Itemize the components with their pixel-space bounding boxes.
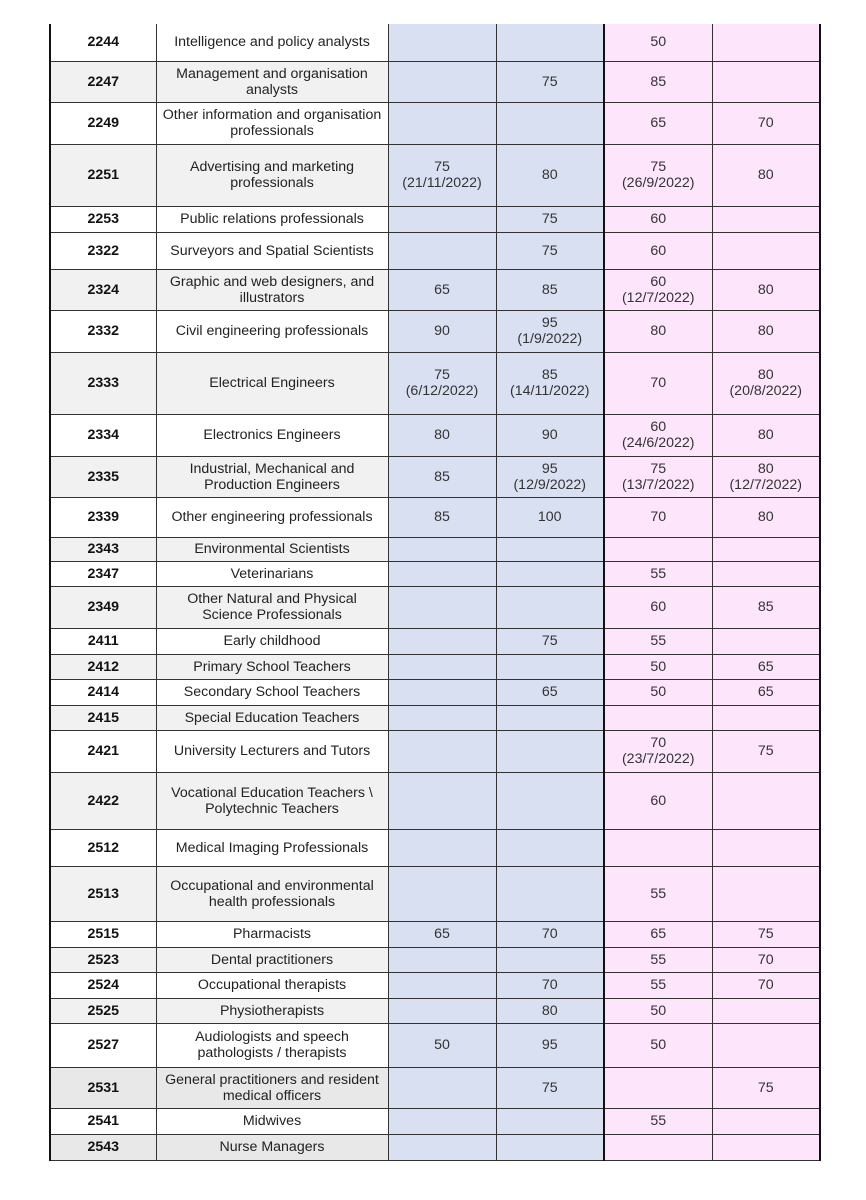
points-value: 75 [650,460,667,477]
points-value: 55 [650,977,667,993]
points-value: 90 [434,323,450,339]
points-value: 55 [650,565,667,582]
points-cell-2 [496,628,604,654]
points-date: (1/9/2022) [517,331,583,347]
points-cell-1 [388,1023,496,1067]
points-value: 60 [650,792,667,809]
points-cell-4 [712,654,820,679]
points-cell-2 [496,102,604,144]
points-cell-4 [712,998,820,1023]
points-value: 80 [757,427,774,443]
points-value: 60 [650,242,667,259]
points-cell-1 [388,628,496,654]
occupation-code: 2339 [50,497,156,537]
points-value: 80 [757,323,774,339]
points-cell-3 [604,232,712,269]
points-cell-4 [712,310,820,352]
occupation-code: 2347 [50,561,156,586]
points-cell-2 [496,206,604,232]
points-cell-4 [712,1067,820,1108]
table-row [50,1134,820,1160]
points-cell-4 [712,947,820,972]
points-value: 75 [757,926,774,942]
occupation-code: 2244 [50,24,156,61]
points-cell-2 [496,705,604,730]
points-cell-4 [712,1134,820,1160]
points-value: 75 [541,1079,558,1096]
occupation-title: Nurse Managers [156,1134,388,1160]
table-row [50,705,820,730]
occupation-title: Surveyors and Spatial Scientists [156,232,388,269]
occupation-title: Occupational therapists [156,972,388,998]
points-value: 60 [650,599,667,615]
table-row [50,921,820,947]
points-cell-4 [712,1108,820,1134]
points-cell-3 [604,866,712,921]
points-value: 50 [650,34,667,51]
points-value: 100 [537,509,562,525]
table-body [50,24,820,1160]
occupation-code: 2322 [50,232,156,269]
points-cell-2 [496,456,604,497]
occupation-code: 2333 [50,352,156,414]
points-cell-4 [712,679,820,705]
points-cell-1 [388,497,496,537]
points-cell-3 [604,628,712,654]
points-cell-3 [604,921,712,947]
points-cell-3 [604,772,712,829]
points-cell-1 [388,102,496,144]
points-value: 85 [541,367,558,383]
points-cell-2 [496,1134,604,1160]
points-value: 80 [434,427,450,443]
points-cell-2 [496,586,604,628]
occupation-code: 2414 [50,679,156,705]
points-cell-2 [496,947,604,972]
points-date: (14/11/2022) [510,383,590,399]
points-value: 70 [650,375,667,391]
points-cell-1 [388,232,496,269]
points-value: 75 [541,73,558,90]
occupation-title: Medical Imaging Professionals [156,829,388,866]
points-value: 60 [650,273,667,290]
points-date: (12/7/2022) [621,289,695,306]
occupation-title: Pharmacists [156,921,388,947]
table-row [50,998,820,1023]
occupation-code: 2253 [50,206,156,232]
points-cell-3 [604,998,712,1023]
occupation-code: 2515 [50,921,156,947]
points-cell-4 [712,1023,820,1067]
points-cell-2 [496,269,604,310]
points-value: 50 [650,1002,667,1019]
points-cell-3 [604,61,712,102]
points-cell-1 [388,24,496,61]
points-cell-3 [604,972,712,998]
points-value: 65 [541,684,558,700]
occupation-title: Secondary School Teachers [156,679,388,705]
table-row [50,537,820,561]
occupation-code: 2335 [50,456,156,497]
points-cell-1 [388,144,496,206]
points-value: 80 [650,323,667,339]
table-row [50,947,820,972]
points-value: 75 [434,367,450,383]
points-value: 75 [541,633,558,649]
points-cell-1 [388,456,496,497]
points-cell-1 [388,705,496,730]
occupation-code: 2324 [50,269,156,310]
points-cell-4 [712,772,820,829]
points-value: 85 [757,599,774,615]
points-cell-3 [604,654,712,679]
points-value: 65 [434,926,450,942]
points-cell-2 [496,866,604,921]
occupation-title: Other engineering professionals [156,497,388,537]
points-cell-4 [712,921,820,947]
occupation-title: Civil engineering professionals [156,310,388,352]
points-value: 75 [541,211,558,227]
points-cell-4 [712,497,820,537]
points-cell-4 [712,102,820,144]
occupation-title: Graphic and web designers, and illustrators [156,269,388,310]
points-value: 50 [650,1037,667,1053]
points-cell-2 [496,772,604,829]
points-cell-4 [712,866,820,921]
occupation-code: 2334 [50,414,156,456]
points-value: 55 [650,1113,667,1129]
occupation-code: 2251 [50,144,156,206]
points-cell-1 [388,772,496,829]
points-cell-1 [388,1134,496,1160]
occupation-title: Audiologists and speech pathologists / therapists [156,1023,388,1067]
table-row [50,206,820,232]
occupation-title: Electrical Engineers [156,352,388,414]
points-value: 95 [541,1037,558,1053]
points-value: 55 [650,951,667,968]
points-value: 65 [757,658,774,675]
points-cell-4 [712,628,820,654]
points-cell-4 [712,705,820,730]
table-row [50,61,820,102]
occupation-title: University Lecturers and Tutors [156,730,388,772]
points-value: 80 [757,167,774,183]
points-cell-2 [496,24,604,61]
occupation-code: 2543 [50,1134,156,1160]
points-cell-4 [712,537,820,561]
points-date: (24/6/2022) [621,435,695,451]
points-cell-4 [712,352,820,414]
points-value: 65 [434,281,450,298]
points-cell-2 [496,1023,604,1067]
points-value: 70 [541,926,558,942]
points-value: 65 [650,115,667,131]
occupation-code: 2412 [50,654,156,679]
points-cell-4 [712,232,820,269]
table-row [50,232,820,269]
occupation-title: Intelligence and policy analysts [156,24,388,61]
points-cell-2 [496,144,604,206]
points-cell-1 [388,537,496,561]
points-cell-1 [388,206,496,232]
occupation-code: 2411 [50,628,156,654]
occupation-code: 2531 [50,1067,156,1108]
occupation-title: Dental practitioners [156,947,388,972]
points-cell-1 [388,561,496,586]
points-cell-1 [388,310,496,352]
occupation-code: 2525 [50,998,156,1023]
points-cell-4 [712,414,820,456]
occupation-code: 2421 [50,730,156,772]
occupation-title: Primary School Teachers [156,654,388,679]
points-cell-1 [388,1108,496,1134]
occupation-title: Public relations professionals [156,206,388,232]
points-cell-4 [712,144,820,206]
table-row [50,269,820,310]
points-value: 80 [757,509,774,525]
points-value: 90 [541,427,558,443]
table-row [50,1067,820,1108]
points-cell-2 [496,829,604,866]
points-cell-2 [496,310,604,352]
occupation-code: 2524 [50,972,156,998]
points-value: 85 [434,509,450,525]
table-row [50,456,820,497]
table-row [50,24,820,61]
table-row [50,730,820,772]
points-cell-1 [388,947,496,972]
points-value: 70 [757,951,774,968]
occupation-title: Occupational and environmental health professionals [156,866,388,921]
points-date: (13/7/2022) [621,476,695,493]
points-cell-4 [712,456,820,497]
points-value: 75 [434,159,450,175]
points-cell-1 [388,829,496,866]
points-cell-2 [496,972,604,998]
points-value: 65 [757,684,774,700]
points-cell-1 [388,61,496,102]
points-cell-3 [604,144,712,206]
table-row [50,829,820,866]
occupation-code: 2512 [50,829,156,866]
points-date: (20/8/2022) [729,383,803,399]
occupation-code: 2415 [50,705,156,730]
points-value: 70 [757,977,774,993]
points-cell-2 [496,998,604,1023]
points-value: 80 [541,1002,558,1019]
table-row [50,1108,820,1134]
points-cell-1 [388,1067,496,1108]
points-cell-3 [604,730,712,772]
occupation-title: Industrial, Mechanical and Production Engineers [156,456,388,497]
table-row [50,628,820,654]
points-cell-2 [496,61,604,102]
occupation-title: General practitioners and resident medical officers [156,1067,388,1108]
points-cell-2 [496,561,604,586]
points-cell-1 [388,972,496,998]
table-row [50,1023,820,1067]
points-cell-2 [496,1108,604,1134]
table-row [50,866,820,921]
table-row [50,144,820,206]
points-cell-2 [496,1067,604,1108]
occupation-code: 2343 [50,537,156,561]
occupation-title: Environmental Scientists [156,537,388,561]
points-value: 85 [650,73,667,90]
occupation-title: Management and organisation analysts [156,61,388,102]
points-cell-3 [604,679,712,705]
points-value: 70 [650,735,667,751]
points-date: (12/9/2022) [513,476,587,493]
points-cell-1 [388,679,496,705]
points-value: 75 [650,159,667,175]
occupation-title: Special Education Teachers [156,705,388,730]
occupation-title: Electronics Engineers [156,414,388,456]
points-cell-4 [712,972,820,998]
points-value: 85 [434,468,450,485]
points-cell-3 [604,829,712,866]
occupation-title: Vocational Education Teachers \ Polytechnic Teachers [156,772,388,829]
points-cell-4 [712,730,820,772]
points-cell-4 [712,561,820,586]
points-value: 75 [757,743,774,759]
occupation-code: 2249 [50,102,156,144]
points-cell-3 [604,24,712,61]
points-value: 55 [650,885,667,902]
occupation-points-table [49,24,821,1161]
points-value: 75 [757,1079,774,1096]
points-date: (6/12/2022) [405,383,479,399]
points-value: 70 [650,509,667,525]
table-row [50,102,820,144]
points-value: 95 [541,460,558,477]
points-cell-3 [604,456,712,497]
points-cell-3 [604,1134,712,1160]
points-cell-3 [604,310,712,352]
occupation-code: 2247 [50,61,156,102]
points-value: 50 [650,684,667,700]
points-value: 85 [541,281,558,298]
points-cell-2 [496,232,604,269]
occupation-code: 2422 [50,772,156,829]
points-value: 70 [757,115,774,131]
points-cell-4 [712,24,820,61]
points-cell-3 [604,206,712,232]
points-cell-2 [496,679,604,705]
occupation-code: 2513 [50,866,156,921]
table-row [50,972,820,998]
points-cell-3 [604,414,712,456]
points-cell-4 [712,61,820,102]
occupation-title: Physiotherapists [156,998,388,1023]
points-value: 80 [541,167,558,183]
points-cell-3 [604,705,712,730]
occupation-code: 2523 [50,947,156,972]
points-cell-3 [604,102,712,144]
table-row [50,310,820,352]
points-value: 50 [650,658,667,675]
points-cell-3 [604,497,712,537]
points-date: (23/7/2022) [621,751,695,767]
points-cell-3 [604,561,712,586]
points-value: 95 [541,315,558,331]
points-cell-3 [604,1108,712,1134]
points-value: 80 [757,281,774,298]
points-cell-2 [496,414,604,456]
occupation-title: Veterinarians [156,561,388,586]
points-cell-3 [604,1067,712,1108]
points-cell-1 [388,866,496,921]
points-cell-1 [388,998,496,1023]
table-row [50,654,820,679]
points-cell-1 [388,654,496,679]
points-cell-1 [388,586,496,628]
points-cell-2 [496,730,604,772]
points-value: 60 [650,211,667,227]
occupation-code: 2527 [50,1023,156,1067]
points-value: 75 [541,242,558,259]
points-value: 80 [757,460,774,477]
table-row [50,679,820,705]
table-row [50,772,820,829]
points-cell-3 [604,352,712,414]
table-row [50,586,820,628]
points-value: 65 [650,926,667,942]
table-row [50,497,820,537]
occupation-title: Other Natural and Physical Science Professionals [156,586,388,628]
occupation-title: Other information and organisation professionals [156,102,388,144]
points-cell-1 [388,730,496,772]
table-row [50,561,820,586]
points-cell-2 [496,654,604,679]
occupation-code: 2349 [50,586,156,628]
points-cell-1 [388,414,496,456]
points-cell-1 [388,921,496,947]
points-cell-2 [496,921,604,947]
points-value: 70 [541,977,558,993]
occupation-title: Early childhood [156,628,388,654]
points-cell-3 [604,586,712,628]
points-cell-3 [604,1023,712,1067]
points-cell-3 [604,537,712,561]
occupation-code: 2332 [50,310,156,352]
points-cell-2 [496,537,604,561]
points-date: (12/7/2022) [729,476,803,493]
points-value: 50 [434,1037,450,1053]
points-cell-4 [712,829,820,866]
table-row [50,352,820,414]
occupation-title: Advertising and marketing professionals [156,144,388,206]
points-cell-4 [712,206,820,232]
points-cell-4 [712,269,820,310]
points-value: 60 [650,419,667,435]
points-value: 80 [757,367,774,383]
points-cell-2 [496,352,604,414]
points-date: (26/9/2022) [621,175,695,191]
points-cell-1 [388,269,496,310]
points-value: 55 [650,633,667,649]
occupation-code: 2541 [50,1108,156,1134]
occupation-title: Midwives [156,1108,388,1134]
points-date: (21/11/2022) [402,175,482,191]
points-cell-3 [604,947,712,972]
table-row [50,414,820,456]
points-cell-3 [604,269,712,310]
points-cell-4 [712,586,820,628]
points-cell-2 [496,497,604,537]
points-cell-1 [388,352,496,414]
